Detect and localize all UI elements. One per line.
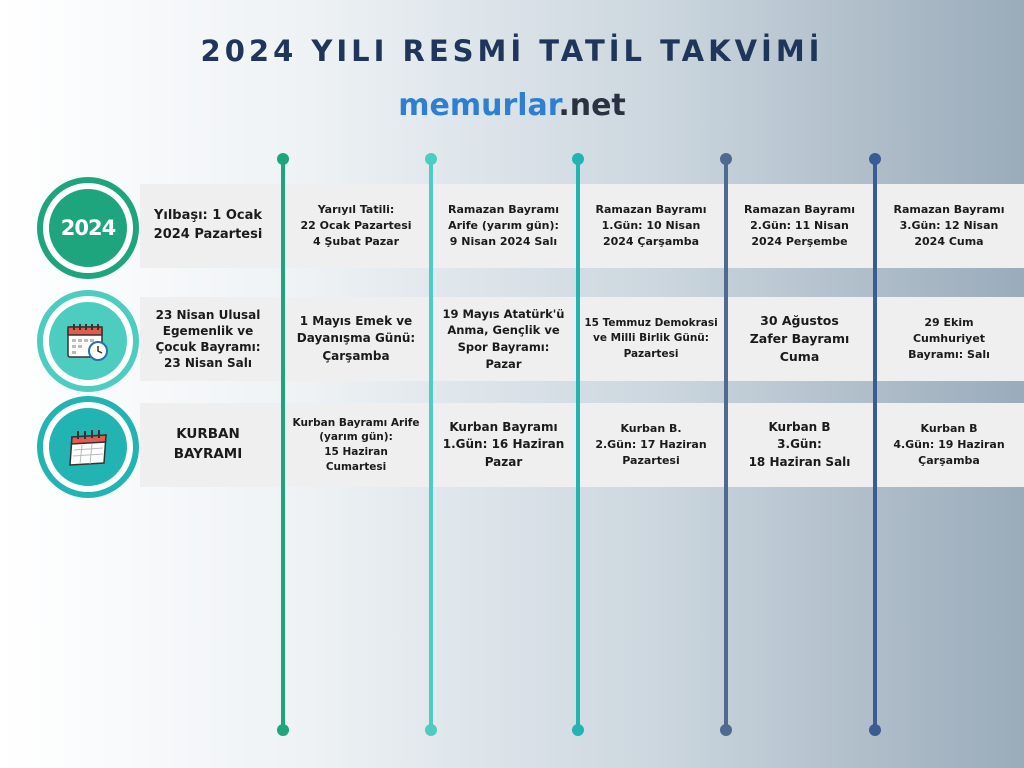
year-icon-wrap [37, 177, 139, 279]
timeline-line-4 [724, 159, 728, 730]
logo-part-2: .net [558, 88, 626, 123]
timeline-dot [572, 153, 584, 165]
holiday-cell: Kurban B 3.Gün: 18 Haziran Salı [748, 419, 851, 469]
calendar-icon-wrap [37, 396, 139, 498]
holiday-cell: Kurban B. 2.Gün: 17 Haziran Pazartesi [595, 422, 707, 467]
row-label: KURBAN BAYRAMI [173, 426, 243, 462]
timeline-dot [869, 153, 881, 165]
calendar-clock-icon-wrap [37, 290, 139, 392]
timeline-dot [425, 153, 437, 165]
year-icon-text: 2024 [60, 216, 116, 240]
holiday-cell: Ramazan Bayramı Arife (yarım gün): 9 Nisan 2024 Salı [448, 203, 559, 248]
holiday-cell: Kurban Bayramı 1.Gün: 16 Haziran Pazar [442, 419, 565, 469]
timeline-line-3 [576, 159, 580, 730]
calendar-clock-icon [43, 296, 133, 386]
row-label: 23 Nisan Ulusal Egemenlik ve Çocuk Bayramı: 23 Nisan Salı [155, 307, 261, 371]
timeline-dot [277, 724, 289, 736]
holiday-cell: Yarıyıl Tatili: 22 Ocak Pazartesi 4 Şubat Pazar [300, 203, 412, 248]
timeline-line-5 [873, 159, 877, 730]
timeline-dot [869, 724, 881, 736]
timeline-dot [720, 724, 732, 736]
timeline-dot [425, 724, 437, 736]
holiday-cell: Ramazan Bayramı 2.Gün: 11 Nisan 2024 Perşembe [744, 203, 855, 248]
timeline-line-2 [429, 159, 433, 730]
holiday-cell: 30 Ağustos Zafer Bayramı Cuma [749, 312, 850, 365]
holiday-cell: 15 Temmuz Demokrasi ve Milli Birlik Günü: Pazartesi [584, 317, 718, 360]
holiday-cell: Kurban B 4.Gün: 19 Haziran Çarşamba [893, 422, 1005, 467]
timeline-dot [572, 724, 584, 736]
row-label: Yılbaşı: 1 Ocak 2024 Pazartesi [153, 208, 263, 242]
page-title: 2024 YILI RESMİ TATİL TAKVİMİ [200, 34, 824, 68]
timeline-dot [720, 153, 732, 165]
holiday-cell: 19 Mayıs Atatürk'ü Anma, Gençlik ve Spor Bayramı: Pazar [442, 306, 565, 371]
holiday-cell: 1 Mayıs Emek ve Dayanışma Günü: Çarşamba [296, 313, 416, 363]
timeline-line-1 [281, 159, 285, 730]
holiday-cell: Ramazan Bayramı 3.Gün: 12 Nisan 2024 Cuma [893, 203, 1005, 248]
calendar-icon [43, 402, 133, 492]
timeline-dot [277, 153, 289, 165]
logo-part-1: memurlar [398, 88, 559, 123]
holiday-cell: 29 Ekim Cumhuriyet Bayramı: Salı [908, 316, 990, 361]
year-2024-icon [43, 183, 133, 273]
brand-logo [0, 88, 1024, 123]
holiday-cell: Ramazan Bayramı 1.Gün: 10 Nisan 2024 Çarşamba [595, 203, 707, 248]
holiday-cell: Kurban Bayramı Arife (yarım gün): 15 Haziran Cumartesi [292, 416, 420, 473]
